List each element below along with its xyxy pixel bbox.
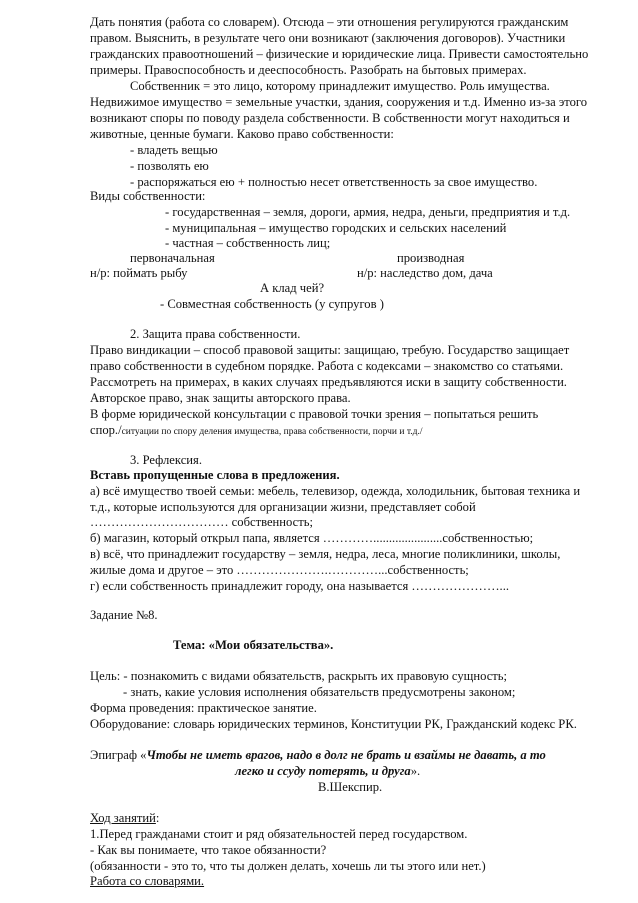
list-item: - муниципальная – имущество городских и сельских населений bbox=[165, 221, 507, 235]
text-line: правом. Выяснить, в результате чего они возникают (заключения договоров). Участники bbox=[90, 31, 566, 45]
epigraph-prefix: Эпиграф « bbox=[90, 748, 147, 762]
section-heading: 2. Защита права собственности. bbox=[130, 327, 301, 341]
text-line: т.д., которые используются для организации жизни, представляет собой bbox=[90, 500, 476, 514]
text-line: г) если собственность принадлежит городу, она называется …………………... bbox=[90, 579, 509, 593]
text-line: Авторское право, знак защиты авторского права. bbox=[90, 391, 351, 405]
task-label: Задание №8. bbox=[90, 608, 158, 622]
lesson-goal: Цель: - познакомить с видами обязательств, раскрыть их правовую сущность; bbox=[90, 669, 508, 683]
text-line: животные, ценные бумаги. Каково право собственности: bbox=[90, 127, 394, 141]
text-line: гражданских правоотношений – физические и юридические лица. Привести самостоятельно bbox=[90, 47, 589, 61]
text-line: (обязанности - это то, что ты должен делать, хочешь ли ты этого или нет.) bbox=[90, 859, 486, 873]
text-line: Право виндикации – способ правовой защиты: защищаю, требую. Государство защищает bbox=[90, 343, 570, 357]
list-item: - частная – собственность лиц; bbox=[165, 236, 331, 250]
course-heading: Ход занятий bbox=[90, 811, 156, 825]
text-line: Дать понятия (работа со словарем). Отсюда – эти отношения регулируются гражданским bbox=[90, 15, 569, 29]
epigraph-quote-line2: легко и ссуду потерять, и друга bbox=[235, 764, 411, 778]
text-line: в) всё, что принадлежит государству – земля, недра, леса, многие поликлиники, школы, bbox=[90, 547, 561, 561]
text-line: Недвижимое имущество = земельные участки, здания, сооружения и т.д. Именно из-за этого bbox=[90, 95, 588, 109]
text-line: Рассмотреть на примерах, в каких случаях предъявляются иски в защиту собственности. bbox=[90, 375, 567, 389]
origin-primary: первоначальная bbox=[130, 251, 215, 265]
text-line: …………………………… собственность; bbox=[90, 515, 313, 529]
dispute-note: ситуации по спору деления имущества, права собственности, порчи и т.д./ bbox=[121, 427, 423, 437]
lesson-goal: - знать, какие условия исполнения обязательств предусмотрены законом; bbox=[123, 685, 516, 699]
text-line: Виды собственности: bbox=[90, 189, 206, 203]
epigraph-quote-line1: Чтобы не иметь врагов, надо в долг не брать и взаймы не давать, а то bbox=[146, 748, 546, 762]
epigraph bbox=[90, 748, 546, 763]
dispute-text: спор./ bbox=[90, 423, 122, 437]
section-heading: 3. Рефлексия. bbox=[130, 453, 202, 467]
list-item: - распоряжаться ею + полностью несет ответственность за свое имущество. bbox=[130, 175, 538, 189]
text-line: В форме юридической консультации с правовой точки зрения – попытаться решить bbox=[90, 407, 539, 421]
origin-derived: производная bbox=[397, 251, 465, 265]
course-colon: : bbox=[155, 811, 160, 825]
task-instruction: Вставь пропущенные слова в предложения. bbox=[90, 468, 340, 482]
list-item: - государственная – земля, дороги, армия, недра, деньги, предприятия и т.д. bbox=[165, 205, 571, 219]
epigraph-continuation bbox=[235, 764, 420, 779]
text-line: а) всё имущество твоей семьи: мебель, телевизор, одежда, холодильник, бытовая техника и bbox=[90, 484, 581, 498]
joint-ownership: - Совместная собственность (у супругов ) bbox=[160, 297, 384, 311]
epigraph-author: В.Шекспир. bbox=[318, 780, 383, 794]
list-item: - позволять ею bbox=[130, 159, 209, 173]
text-line: Собственник = это лицо, которому принадлежит имущество. Роль имущества. bbox=[130, 79, 550, 93]
example-derived: н/р: наследство дом, дача bbox=[357, 266, 493, 280]
text-line bbox=[90, 423, 423, 440]
list-item: - владеть вещью bbox=[130, 143, 218, 157]
lesson-theme: Тема: «Мои обязательства». bbox=[173, 638, 334, 652]
text-line: право собственности в судебном порядке. Работа с кодексами – знакомство со статьями. bbox=[90, 359, 564, 373]
text-line: примеры. Правоспособность и дееспособность. Разобрать на бытовых примерах. bbox=[90, 63, 527, 77]
text-line: жилые дома и другое – это ………………….…………...собственность; bbox=[90, 563, 469, 577]
treasure-question: А клад чей? bbox=[260, 281, 325, 295]
text-line: возникают споры по поводу раздела собственности. В собственности могут находиться и bbox=[90, 111, 570, 125]
example-primary: н/р: поймать рыбу bbox=[90, 266, 188, 280]
text-line: б) магазин, который открыл папа, является …………......................собственностью; bbox=[90, 531, 534, 545]
lesson-equipment: Оборудование: словарь юридических терминов, Конституции РК, Гражданский кодекс РК. bbox=[90, 717, 577, 731]
epigraph-suffix: ». bbox=[410, 764, 421, 778]
text-line: 1.Перед гражданами стоит и ряд обязательностей перед государством. bbox=[90, 827, 468, 841]
course-heading-line bbox=[90, 811, 159, 826]
dictionary-work: Работа со словарями. bbox=[90, 874, 205, 888]
lesson-form: Форма проведения: практическое занятие. bbox=[90, 701, 317, 715]
text-line: - Как вы понимаете, что такое обязанности? bbox=[90, 843, 327, 857]
